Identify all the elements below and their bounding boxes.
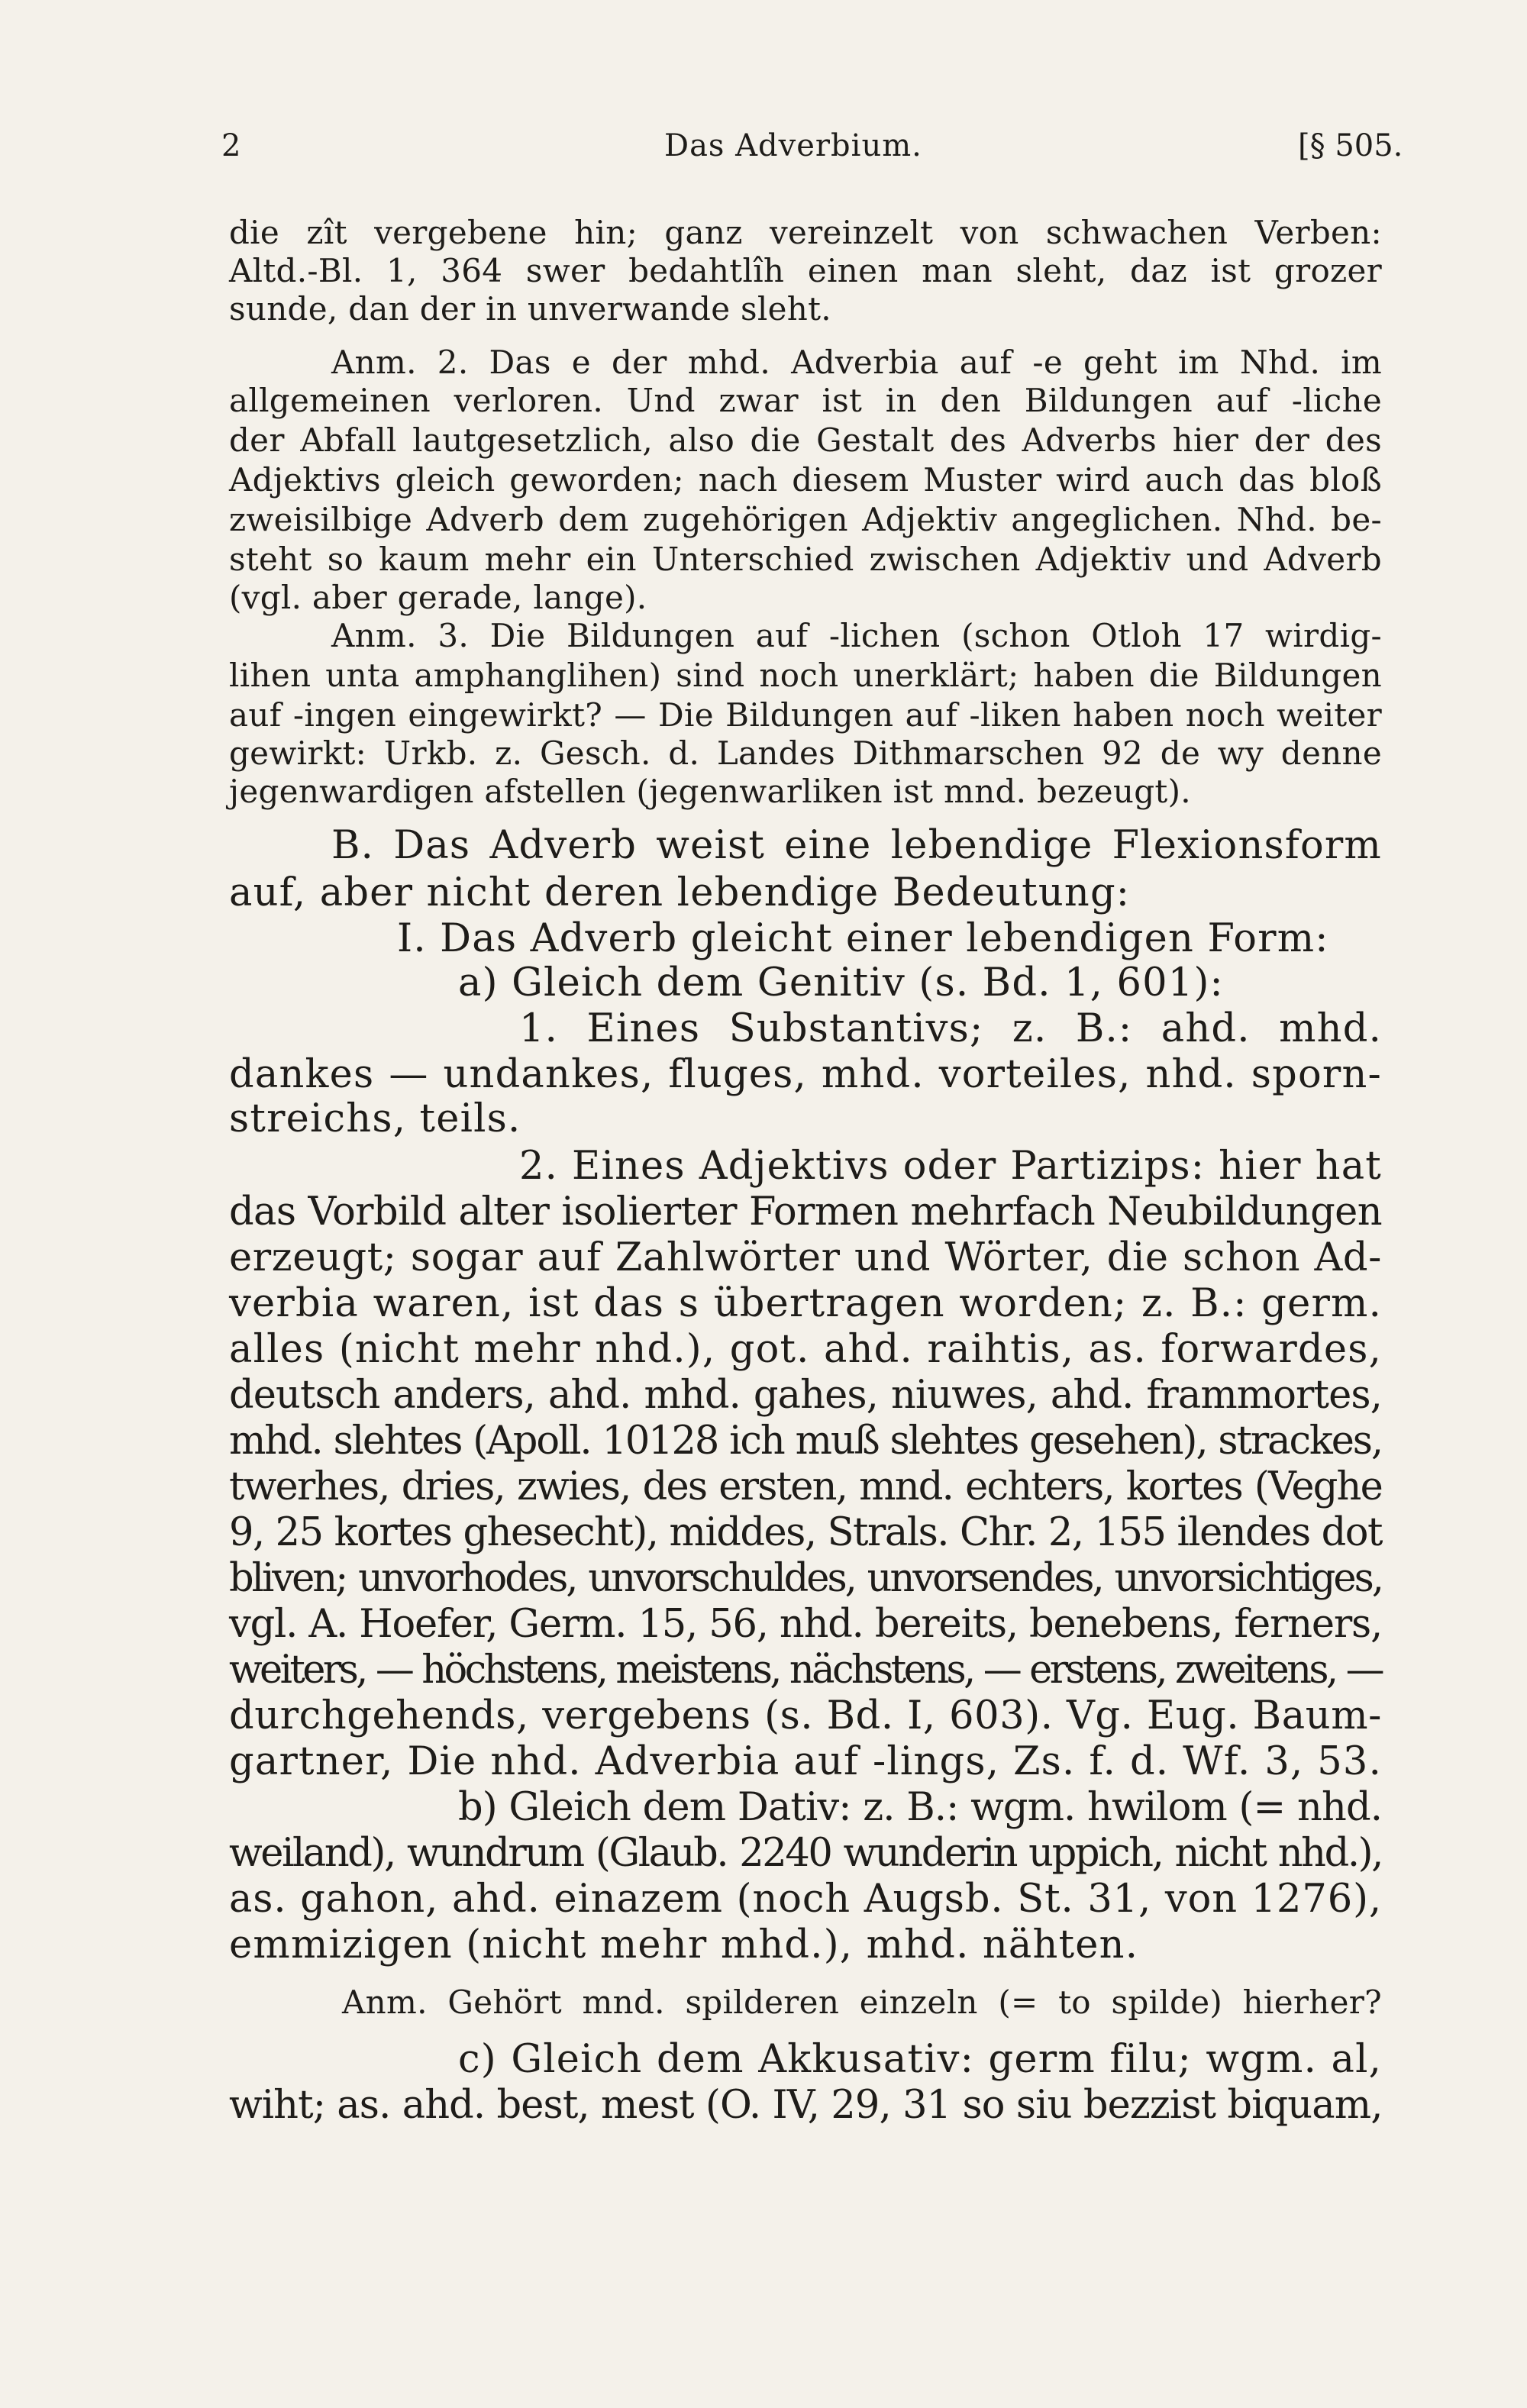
text-line: sunde, dan der in unverwande sleht. bbox=[229, 290, 831, 328]
running-title: Das Adverbium. bbox=[664, 128, 922, 163]
text-line: Anm. 3. Die Bildungen auf -lichen (schon Otloh 17 wirdig- bbox=[331, 617, 1382, 654]
text-line: gewirkt: Urkb. z. Gesch. d. Landes Dithmarschen 92 de wy denne bbox=[229, 734, 1382, 772]
text-line: die zît vergebene hin; ganz vereinzelt von schwachen Verben: bbox=[229, 214, 1382, 251]
text-line: allgemeinen verloren. Und zwar ist in den Bildungen auf -liche bbox=[229, 382, 1382, 419]
text-line: 1. Eines Substantivs; z. B.: ahd. mhd. bbox=[519, 1006, 1382, 1051]
text-line: Adjektivs gleich geworden; nach diesem Muster wird auch das bloß bbox=[229, 461, 1382, 499]
text-line: bliven; unvorhodes, unvorschuldes, unvorsendes, unvorsichtiges, bbox=[229, 1556, 1382, 1601]
text-line: streichs, teils. bbox=[229, 1096, 521, 1141]
text-line: deutsch anders, ahd. mhd. gahes, niuwes, ahd. frammortes, bbox=[229, 1373, 1382, 1418]
text-line: steht so kaum mehr ein Unterschied zwischen Adjektiv und Adverb bbox=[229, 541, 1382, 578]
page-number: 2 bbox=[221, 128, 241, 163]
text-line: emmizigen (nicht mehr mhd.), mhd. nähten. bbox=[229, 1922, 1139, 1967]
text-line: weiters, — höchstens, meistens, nächstens, — erstens, zweitens, — bbox=[229, 1648, 1382, 1693]
text-line: Anm. Gehört mnd. spilderen einzeln (= to spilde) hierher? bbox=[342, 1984, 1382, 2021]
text-line: lihen unta amphanglihen) sind noch unerklärt; haben die Bildungen bbox=[229, 657, 1382, 694]
text-line: durchgehends, vergebens (s. Bd. I, 603). Vg. Eug. Baum- bbox=[229, 1693, 1382, 1738]
text-line: 2. Eines Adjektivs oder Partizips: hier hat bbox=[519, 1144, 1382, 1189]
text-line: vgl. A. Hoefer, Germ. 15, 56, nhd. bereits, benebens, ferners, bbox=[229, 1602, 1382, 1647]
text-line: wiht; as. ahd. best, mest (O. IV, 29, 31 so siu bezzist biquam, bbox=[229, 2083, 1383, 2128]
text-line: (vgl. aber gerade, lange). bbox=[229, 579, 647, 616]
text-line: 9, 25 kortes ghesecht), middes, Strals. Chr. 2, 155 ilendes dot bbox=[229, 1510, 1382, 1555]
text-line: das Vorbild alter isolierter Formen mehrfach Neubildungen bbox=[229, 1189, 1382, 1235]
text-line: Altd.-Bl. 1, 364 swer bedahtlîh einen man sleht, daz ist grozer bbox=[229, 252, 1382, 289]
text-line: der Abfall lautgesetzlich, also die Gestalt des Adverbs hier der des bbox=[229, 421, 1382, 459]
text-line: B. Das Adverb weist eine lebendige Flexionsform bbox=[331, 823, 1382, 868]
text-line: auf, aber nicht deren lebendige Bedeutung: bbox=[229, 870, 1131, 915]
text-line: alles (nicht mehr nhd.), got. ahd. raihtis, as. forwardes, bbox=[229, 1327, 1382, 1372]
text-line: as. gahon, ahd. einazem (noch Augsb. St. 31, von 1276), bbox=[229, 1877, 1382, 1922]
text-line: jegenwardigen afstellen (jegenwarliken ist mnd. bezeugt). bbox=[229, 773, 1191, 810]
section-marker: [§ 505. bbox=[1298, 128, 1403, 163]
text-line: zweisilbige Adverb dem zugehörigen Adjektiv angeglichen. Nhd. be- bbox=[229, 501, 1382, 538]
text-line: auf -ingen eingewirkt? — Die Bildungen auf -liken haben noch weiter bbox=[229, 696, 1382, 734]
text-line: weiland), wundrum (Glaub. 2240 wunderin uppich, nicht nhd.), bbox=[229, 1831, 1382, 1876]
text-line: c) Gleich dem Akkusativ: germ filu; wgm. al, bbox=[458, 2037, 1382, 2082]
text-line: b) Gleich dem Dativ: z. B.: wgm. hwilom (= nhd. bbox=[458, 1785, 1382, 1830]
text-line: erzeugt; sogar auf Zahlwörter und Wörter, die schon Ad- bbox=[229, 1235, 1382, 1280]
text-line: verbia waren, ist das s übertragen worden; z. B.: germ. bbox=[229, 1281, 1382, 1326]
text-line: gartner, Die nhd. Adverbia auf -lings, Zs. f. d. Wf. 3, 53. bbox=[229, 1739, 1382, 1784]
text-line: mhd. slehtes (Apoll. 10128 ich muß slehtes gesehen), strackes, bbox=[229, 1419, 1382, 1464]
text-line: dankes — undankes, fluges, mhd. vorteiles, nhd. sporn- bbox=[229, 1052, 1382, 1097]
text-line: I. Das Adverb gleicht einer lebendigen Form: bbox=[397, 916, 1329, 961]
text-line: Anm. 2. Das e der mhd. Adverbia auf -e geht im Nhd. im bbox=[331, 344, 1382, 381]
text-line: a) Gleich dem Genitiv (s. Bd. 1, 601): bbox=[458, 960, 1224, 1005]
text-line: twerhes, dries, zwies, des ersten, mnd. echters, kortes (Veghe bbox=[229, 1464, 1382, 1509]
